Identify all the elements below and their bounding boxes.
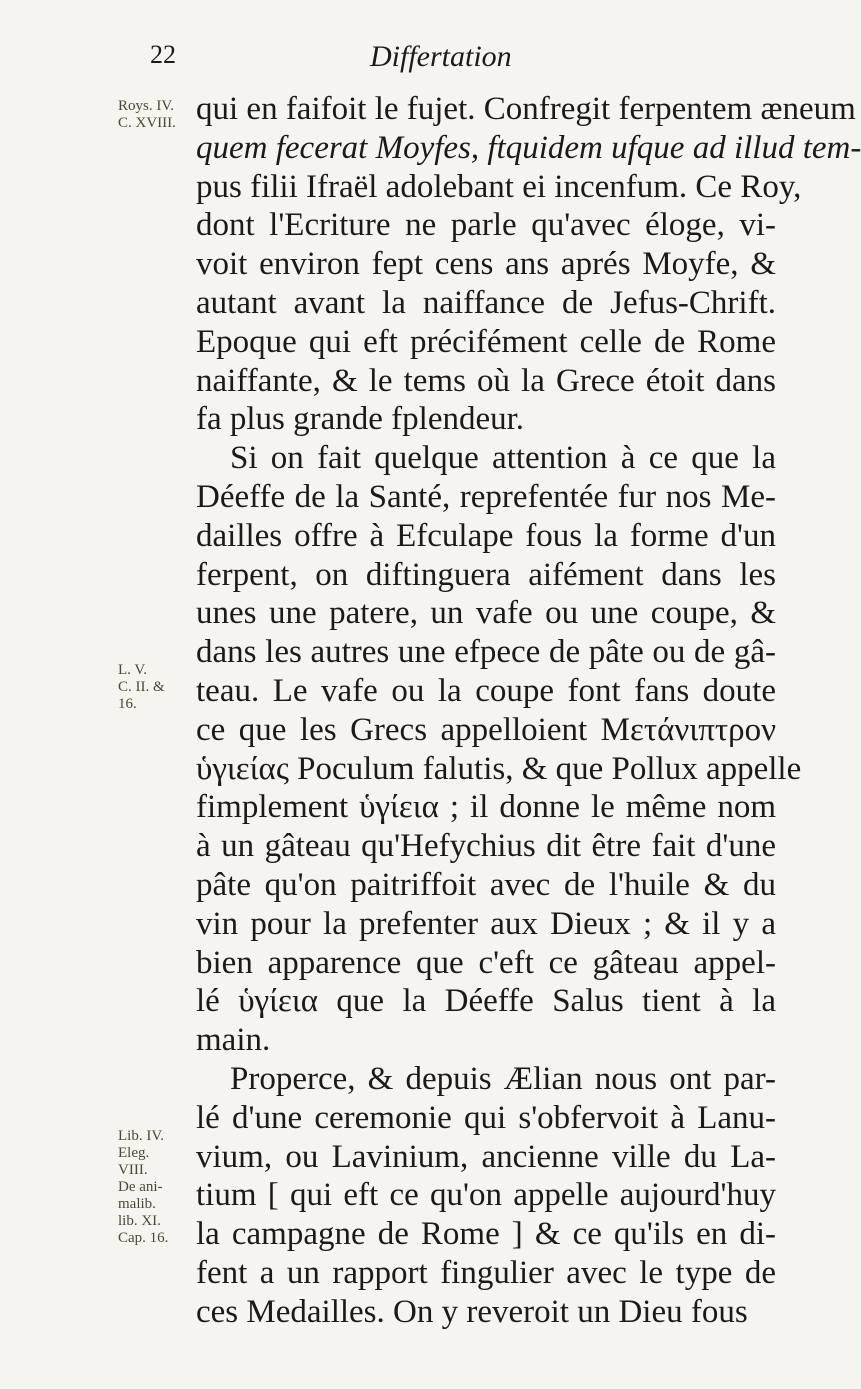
text-line: teau. Le vafe ou la coupe font fans doute xyxy=(196,672,776,709)
margin-note-line: 16. xyxy=(118,696,137,712)
margin-note-line: VIII. xyxy=(118,1162,148,1178)
margin-note-line: Cap. 16. xyxy=(118,1230,169,1246)
text-line: tium [ qui eft ce qu'on appelle aujourd'huy xyxy=(196,1177,776,1214)
text-line: voit environ fept cens ans aprés Moyfe, & xyxy=(196,246,776,283)
text-line: Déeffe de la Santé, reprefentée fur nos Me- xyxy=(196,478,776,515)
margin-note-line: malib. xyxy=(118,1196,156,1212)
text-line: Epoque qui eft précifément celle de Rome xyxy=(196,323,776,360)
text-line: dont l'Ecriture ne parle qu'avec éloge, vi- xyxy=(196,207,776,244)
text-line: Properce, & depuis Ælian nous ont par- xyxy=(230,1060,776,1097)
margin-note-line: De ani- xyxy=(118,1179,163,1195)
text-line: la campagne de Rome ] & ce qu'ils en di- xyxy=(196,1216,776,1253)
text-line: qui en faifoit le fujet. Confregit ferpentem æneum xyxy=(196,91,856,127)
margin-note-line: lib. XI. xyxy=(118,1213,161,1229)
text-line: ferpent, on diftinguera aifément dans les xyxy=(196,556,776,593)
text-line: vium, ou Lavinium, ancienne ville du La- xyxy=(196,1138,776,1175)
text-line: ces Medailles. On y reveroit un Dieu fous xyxy=(196,1293,748,1330)
text-line: vin pour la prefenter aux Dieux ; & il y a xyxy=(196,905,776,942)
text-line: Si on fait quelque attention à ce que la xyxy=(230,440,776,477)
text-line: quem fecerat Moyfes, ftquidem ufque ad illud tem- xyxy=(196,129,861,166)
text-line: pâte qu'on paitriffoit avec de l'huile & du xyxy=(196,866,776,903)
margin-note-line: Lib. IV. xyxy=(118,1128,164,1144)
page-number: 22 xyxy=(150,40,176,69)
running-head: Differtation xyxy=(370,40,512,73)
margin-note-propertius xyxy=(118,1128,192,1247)
margin-note-line: L. V. xyxy=(118,662,148,678)
text-line: fa plus grande fplendeur. xyxy=(196,401,525,438)
text-line: dailles offre à Efculape fous la forme d'un xyxy=(196,517,776,554)
margin-note-line: Roys. IV. xyxy=(118,98,174,114)
margin-note-pollux xyxy=(118,662,192,713)
body-text xyxy=(196,90,861,1332)
margin-note-line: Eleg. xyxy=(118,1145,150,1161)
text-line: bien apparence que c'eft ce gâteau appel- xyxy=(196,944,776,981)
margin-note-kings xyxy=(118,98,192,132)
text-line: fimplement ὑγίεια ; il donne le même nom xyxy=(196,789,776,826)
text-line: lé ὑγίεια que la Déeffe Salus tient à la xyxy=(196,983,776,1020)
text-line: fent a un rapport fingulier avec le type de xyxy=(196,1254,776,1291)
text-line: autant avant la naiffance de Jefus-Chrift. xyxy=(196,284,776,321)
margin-note-line: C. XVIII. xyxy=(118,115,176,131)
text-line: pus filii Ifraël adolebant ei incenfum. Ce Roy, xyxy=(196,168,802,205)
text-line: ce que les Grecs appelloient Μετάνιπτρον xyxy=(196,711,776,748)
text-line: à un gâteau qu'Hefychius dit être fait d'une xyxy=(196,828,776,865)
text-line: naiffante, & le tems où la Grece étoit dans xyxy=(196,362,776,399)
text-line: dans les autres une efpece de pâte ou de gâ- xyxy=(196,634,776,671)
margin-note-line: C. II. & xyxy=(118,679,165,695)
text-line: unes une patere, un vafe ou une coupe, & xyxy=(196,595,776,632)
text-line: main. xyxy=(196,1022,271,1059)
text-line: ὑγιείας Poculum falutis, & que Pollux appelle xyxy=(196,750,802,787)
text-line: lé d'une ceremonie qui s'obfervoit à Lanu- xyxy=(196,1099,776,1136)
